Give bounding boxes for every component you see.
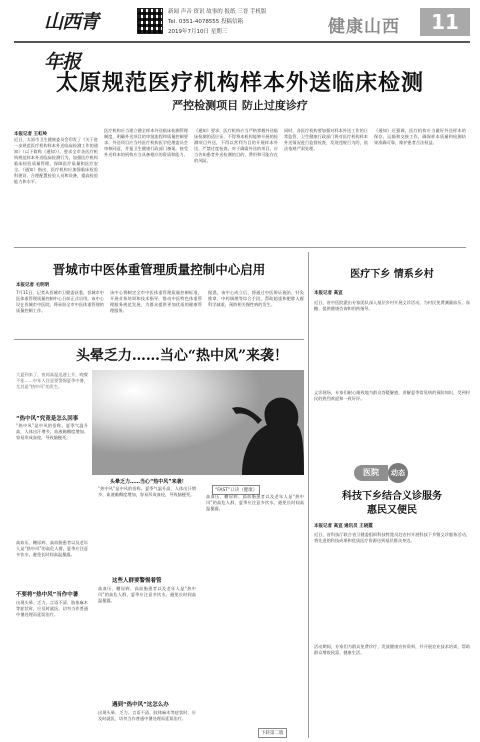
- masthead: [0, 0, 480, 73]
- badge-circle: 动态: [388, 463, 408, 483]
- lead-byline: 本报记者 王虹岭: [14, 132, 48, 137]
- article3-column-2: “热中风”是中风的俗称。夏季气温升高，人体出汗增多，血液黏稠度增加，容易形成血栓，导致脑梗死。: [98, 486, 196, 497]
- right-article1-column-1: 近日，省中医院派出专家团队深入基层乡村开展义诊活动，为村民免费测量血压、血糖，提供健康咨询和用药指导。: [314, 300, 470, 311]
- article3-subhead-2: 不要将“热中风”当作中暑: [16, 592, 79, 598]
- continued-note: 下转第二版: [258, 728, 287, 738]
- article3-column-5: 高血压、糖尿病、高血脂患者以及老年人是“热中风”的高危人群，夏季应注意多饮水，避免长时间高温暴露。: [206, 494, 304, 511]
- lead-column-1: 近日，太原市卫生健康委员会印发了《关于进一步规范医疗机构样本外送临床检测工作的通知》（以下简称《通知》），要求全市各医疗机构规范样本外送临床检测行为，加强医疗机构临床检验质量管理，保障医疗质量和医疗安全。《通知》指出，医疗机构应加强临床检验科建设，合理配置检验人员和设备，提高检验能力和水平。: [14, 137, 98, 184]
- qr-code-icon: [137, 8, 163, 34]
- hospital-news-badge: [314, 463, 470, 485]
- person-in-sun-image: [92, 370, 304, 475]
- article2-column-2: 该中心将制定全市中医体重管理质量控制标准，开展业务培训和技术指导，推动中医特色体重管理服务规范发展，为群众提供更加优质的健康管理服务。: [110, 290, 202, 313]
- paper-name-logo: 山西青年报: [44, 11, 99, 73]
- article3-column-4: 出现头晕、乏力、言语不清、肢体麻木等症状时，应及时就医，切勿当作普通中暑处理而延误治疗。: [98, 710, 196, 721]
- lead-column-2: 医疗机构应当建立健全样本外送临床检测管理制度，明确外送项目的审批流程和质量控制要求。外送项目应当经医疗机构医学伦理委员会审核同意，并报卫生健康行政部门备案。接受外送样本的机构应当具备相应的资质和能力。: [104, 128, 188, 157]
- lead-column-3: 《通知》要求，医疗机构应当严格掌握外送临床检测的适应证，不得将本机构能够开展的检测项目外送，不得以营利为目的开展样本外送，严禁过度检查。对于确需外送的项目，应当告知患者外送检测的目的、费用和可能存在的风险。: [194, 128, 278, 163]
- right-article2-column-2: 活动期间，专家们为群众免费诊疗、发放健康宣传资料，并开展农业技术培训，帮助群众增收致富、健康生活。: [314, 644, 470, 655]
- right-article2-column-1: 近日，省科技厅联合省卫健委组织科技特派员赴农村开展科技下乡暨义诊服务活动，将先进的科技成果和优质医疗资源送到基层群众身边。: [314, 532, 470, 543]
- section-name: 健康山西: [328, 17, 400, 37]
- header-divider: [14, 41, 470, 43]
- article3-column-3: 高血压、糖尿病、高血脂患者以及老年人是“热中风”的高危人群，夏季应注意多饮水，避免长时间高温暴露。: [98, 586, 196, 603]
- article2-divider: [14, 339, 304, 340]
- right-article1-column-2: 义诊现场，专家们耐心细致地为群众答疑解惑，讲解夏季常见病的预防知识，受到村民的热烈欢迎和一致好评。: [314, 390, 470, 401]
- article3-subhead-4: 遇到“热中风”这怎么办: [112, 702, 169, 708]
- article3-lede: 大夏到来了，夜间高温迅速上升，晚餐不佳……中年人注意要警惕夏季中暑，尤其是“热中风”的发生。: [16, 372, 88, 389]
- right-column-rule: [308, 252, 309, 738]
- right-article1-byline: 本报记者 高宣: [314, 291, 343, 296]
- article2-byline: 本报记者 毛明明: [16, 283, 50, 288]
- page-number: 11: [420, 8, 470, 36]
- fast-mnemonic-note: “FAST”口诀（健康）: [212, 485, 260, 495]
- article3-column-1b: 高血压、糖尿病、高血脂患者以及老年人是“热中风”的高危人群，夏季应注意多饮水，避免长时间高温暴露。: [16, 540, 88, 557]
- photo-caption: 头晕乏力……当心“热中风”来袭！: [110, 479, 187, 485]
- heatstroke-photo: [92, 370, 304, 475]
- right-article2-byline: 本报记者 高宣 通讯员 王晓霞: [314, 524, 373, 529]
- right-article1-headline: 医疗下乡 情系乡村: [350, 269, 434, 280]
- article3-subhead-3: 这些人群要警惕着管: [112, 578, 162, 584]
- header-tags: 新闻 声音 资讯 故事的 报纸 三晋 手机版: [168, 9, 267, 15]
- lead-divider: [14, 247, 466, 248]
- article3-column-1: “热中风”是中风的俗称。夏季气温升高，人体出汗增多，血液黏稠度增加，容易形成血栓，导致脑梗死。: [16, 423, 88, 440]
- article2-column-3: 据悉，该中心成立后，将通过中医辨证施治、针灸推拿、中药调理等综合手段，帮助超重和肥胖人群科学减重，预防相关慢性病的发生。: [208, 290, 304, 307]
- article2-column-1: 7月11日，记者从晋城市卫健委获悉，晋城市中医体重管理质量控制中心日前正式启用。该中心设在晋城市中医院，将承担全市中医体重管理的质量控制工作。: [16, 290, 104, 313]
- header-date: 2019年7月10日 星期三: [168, 29, 228, 35]
- lead-subheadline: 严控检测项目 防止过度诊疗: [172, 99, 308, 112]
- lead-column-4: 同时，各医疗机构要加强对样本外送工作的日常监管，卫生健康行政部门将对医疗机构样本外送情况进行监督检查，发现违规行为的，依法依规严肃处理。: [284, 128, 368, 151]
- header-contact: Tel. 0351-4078555 投稿信箱: [168, 19, 244, 25]
- badge-label: 医院: [354, 465, 388, 481]
- article2-headline: 晋城市中医体重管理质量控制中心启用: [52, 262, 266, 277]
- article3-column-1c: 出现头晕、乏力、言语不清、肢体麻木等症状时，应及时就医，切勿当作普通中暑处理而延误治疗。: [16, 600, 88, 617]
- article3-headline: 头晕乏力……当心“热中风”来袭！: [75, 348, 289, 364]
- lead-column-5: 《通知》还强调，医疗机构应当做好外送样本的保存、运输和交接工作，确保样本质量和检测结果准确可靠，维护患者合法权益。: [374, 128, 466, 145]
- lead-headline: 太原规范医疗机构样本外送临床检测: [55, 70, 424, 96]
- right-article2-headline: 科技下乡结合义诊服务 惠民又便民: [342, 491, 442, 516]
- article3-subhead-1: “热中风”究竟是怎么回事: [16, 416, 79, 422]
